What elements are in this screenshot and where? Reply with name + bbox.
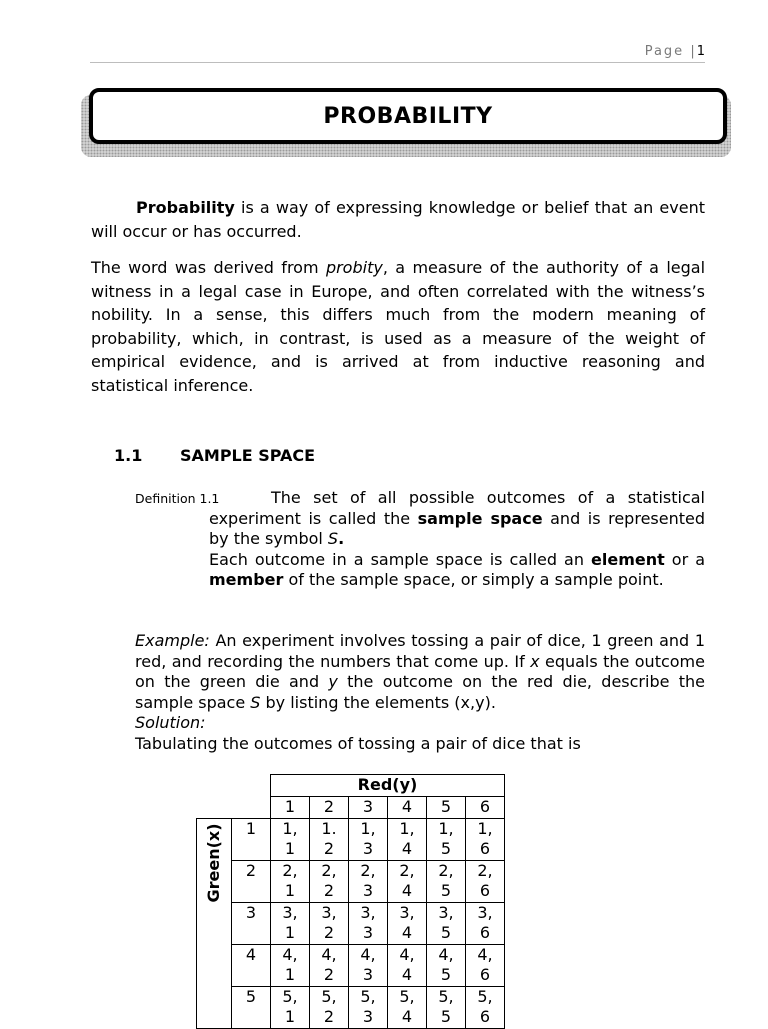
table-cell: 3, 3 [349,903,388,945]
table-cell: 3, 1 [271,903,310,945]
table-cell: 2, 1 [271,861,310,903]
intro-paragraph: Probability is a way of expressing knowledge or belief that an event will occur or has occurred. [91,198,705,241]
red-header: Red(y) [271,775,505,797]
table-cell: 4, 5 [427,945,466,987]
section-title: SAMPLE SPACE [180,446,316,465]
table-cell: 2, 6 [466,861,505,903]
table-cell: 2, 2 [310,861,349,903]
table-row [197,861,505,903]
row-header: 4 [232,945,271,987]
table-cell: 1, 3 [349,819,388,861]
probability-term: Probability [136,198,235,217]
table-cell: 1. 2 [310,819,349,861]
col-header: 3 [349,797,388,819]
table-cell: 5, 5 [427,987,466,1029]
table-cell: 5, 3 [349,987,388,1029]
col-header: 6 [466,797,505,819]
solution-label: Solution: [135,713,206,732]
table-row [197,903,505,945]
table-row [197,987,505,1029]
table-cell: 2, 3 [349,861,388,903]
table-cell: 2, 5 [427,861,466,903]
row-header: 1 [232,819,271,861]
col-header: 2 [310,797,349,819]
row-header: 5 [232,987,271,1029]
table-row [197,819,505,861]
table-cell: 4, 6 [466,945,505,987]
table-cell: 3, 6 [466,903,505,945]
table-cell: 5, 2 [310,987,349,1029]
page-title: PROBABILITY [323,104,493,129]
section-number: 1.1 [114,446,143,465]
table-cell: 1, 4 [388,819,427,861]
table-cell: 5, 4 [388,987,427,1029]
table-cell: 4, 4 [388,945,427,987]
table-cell: 3, 4 [388,903,427,945]
table-row [197,945,505,987]
table-cell: 4, 2 [310,945,349,987]
table-cell: 4, 1 [271,945,310,987]
col-header: 4 [388,797,427,819]
row-header: 3 [232,903,271,945]
table-cell: 5, 1 [271,987,310,1029]
example-block: Example: An experiment involves tossing a pair of dice, 1 green and 1 red, and recording the numbers that come up. If x equals the outcome on the green die and y the outcome on the red die, describe the sample space S by listing the elements (x,y). Solution: Tabulating the outcomes of tossing a pair of dice that is [135,631,705,753]
title-box [89,88,727,144]
section-heading [114,446,316,465]
green-header-cell [197,819,232,1029]
example-label: Example: [135,631,210,650]
col-header: 1 [271,797,310,819]
dice-outcomes-table [196,774,505,1029]
table-cell: 4, 3 [349,945,388,987]
page-header [90,44,705,63]
tabulating-text: Tabulating the outcomes of tossing a pair of dice that is [135,733,581,753]
table-cell: 5, 6 [466,987,505,1029]
page-number-label: Page |1 [644,44,705,59]
table-cell: 1, 6 [466,819,505,861]
table-cell: 3, 5 [427,903,466,945]
definition-text: The set of all possible outcomes of a statistical experiment is called the sample space and is represented by the symbol S. Each outcome in a sample space is called an element or a member of the sample space, or simply a sample point. [209,488,706,589]
col-header: 5 [427,797,466,819]
probity-term: probity [325,258,383,277]
table-cell: 3, 2 [310,903,349,945]
table-cell: 1, 5 [427,819,466,861]
table-cell: 1, 1 [271,819,310,861]
origin-paragraph: The word was derived from probity, a measure of the authority of a legal witness in a legal case in Europe, and often correlated with the witness’s nobility. In a sense, this differs much from the modern meaning of probability, which, in contrast, is used as a measure of the weight of empirical evidence, and is arrived at from inductive reasoning and statistical inference. [91,258,706,395]
definition-label: Definition 1.1 [135,491,220,506]
row-header: 2 [232,861,271,903]
table-cell: 2, 4 [388,861,427,903]
green-header: Green(x) [204,823,223,903]
